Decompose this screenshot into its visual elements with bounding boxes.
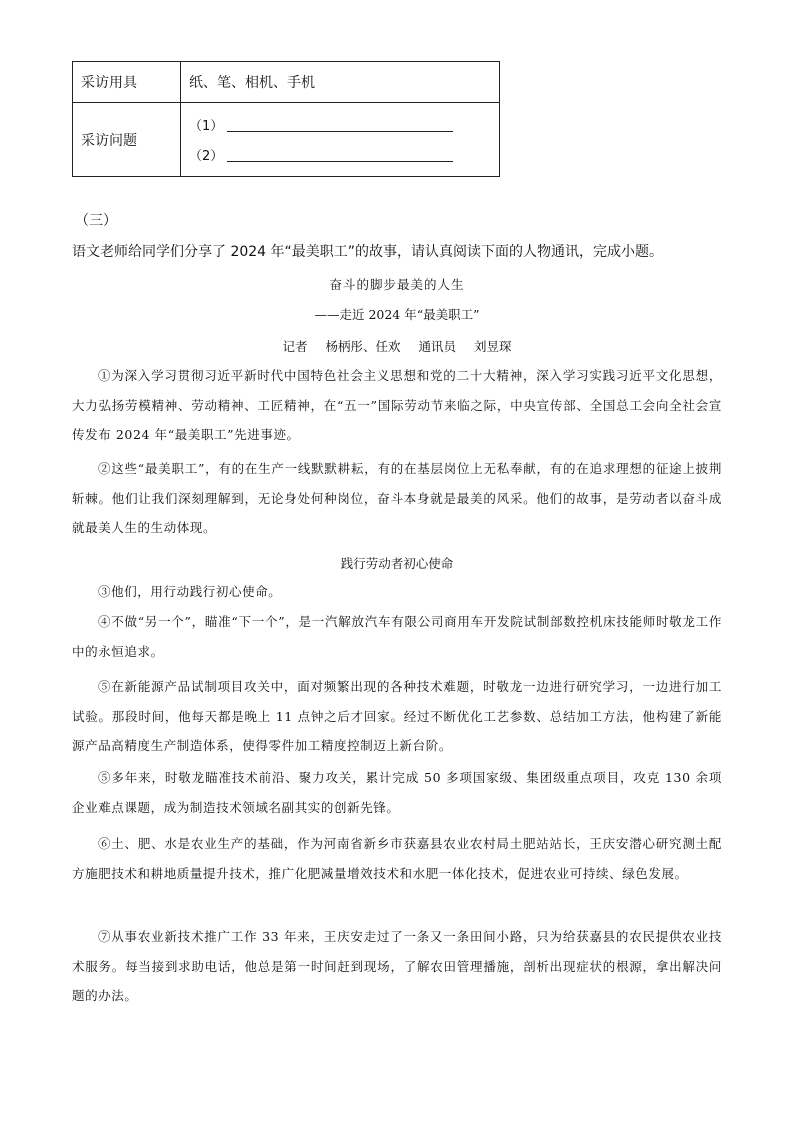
table-cell-value: 纸、笔、相机、手机 xyxy=(181,62,500,103)
article-title: 奋斗的脚步最美的人生 xyxy=(329,277,465,292)
byline-correspondent: 刘昱琛 xyxy=(473,339,512,354)
table-row xyxy=(73,62,500,103)
table-cell-questions xyxy=(181,103,500,177)
question-line-1 xyxy=(189,110,491,140)
answer-blank[interactable] xyxy=(227,147,453,162)
question-number: （1） xyxy=(189,119,224,134)
paragraph-2: ②这些“最美职工”，有的在生产一线默默耕耘，有的在基层岗位上无私奉献，有的在追求理想的征途上披荆斩棘。他们让我们深刻理解到，无论身处何种岗位，奋斗本身就是最美的风采。他们的故事，是劳动者以奋斗成就最美人生的生动体现。 xyxy=(72,461,722,535)
paragraph-4: ④不做“另一个”，瞄准“下一个”，是一汽解放汽车有限公司商用车开发院试制部数控机床技能师时敬龙工作中的永恒追求。 xyxy=(72,614,722,659)
paragraph-6: ⑤多年来，时敬龙瞄准技术前沿、聚力攻关，累计完成 50 多项国家级、集团级重点项目，攻克 130 余项企业难点课题，成为制造技术领域名副其实的创新先锋。 xyxy=(72,770,722,815)
interview-plan-table xyxy=(72,61,500,177)
question-line-2 xyxy=(189,140,491,170)
article-byline xyxy=(72,337,722,355)
table-cell-label: 采访用具 xyxy=(73,62,181,103)
paragraph-5: ⑤在新能源产品试制项目攻关中，面对频繁出现的各种技术难题，时敬龙一边进行研究学习，一边进行加工试验。那段时间，他每天都是晚上 11 点钟之后才回家。经过不断优化工艺参数、总结加工方法，他构建了新能源产品高精度生产制造体系，使得零件加工精度控制迈上新台阶。 xyxy=(72,679,722,753)
paragraph-3: ③他们，用行动践行初心使命。 xyxy=(98,584,282,599)
paragraph-8: ⑦从事农业新技术推广工作 33 年来，王庆安走过了一条又一条田间小路，只为给获嘉县的农民提供农业技术服务。每当接到求助电话，他总是第一时间赶到现场，了解农田管理播施，剖析出现症状的根源，拿出解决问题的办法。 xyxy=(72,929,722,1003)
table-row xyxy=(73,103,500,177)
section-number: （三） xyxy=(75,213,117,229)
answer-blank[interactable] xyxy=(227,117,453,132)
table-cell-label: 采访问题 xyxy=(73,103,181,177)
intro-text: 语文老师给同学们分享了 2024 年“最美职工”的故事，请认真阅读下面的人物通讯，完成小题。 xyxy=(72,244,664,260)
question-number: （2） xyxy=(189,149,224,164)
byline-reporters: 杨柄彤、任欢 xyxy=(325,339,401,354)
byline-correspondent-label: 通讯员 xyxy=(418,339,456,354)
article-subtitle: ——走近 2024 年“最美职工” xyxy=(314,307,480,322)
paragraph-1: ①为深入学习贯彻习近平新时代中国特色社会主义思想和党的二十大精神，深入学习实践习近平文化思想，大力弘扬劳模精神、劳动精神、工匠精神，在“五一”国际劳动节来临之际，中央宣传部、全国总工会向全社会宣传发布 2024 年“最美职工”先进事迹。 xyxy=(72,368,722,442)
paragraph-7: ⑥土、肥、水是农业生产的基础，作为河南省新乡市获嘉县农业农村局土肥站站长，王庆安潜心研究测土配方施肥技术和耕地质量提升技术，推广化肥减量增效技术和水肥一体化技术，促进农业可持续、绿色发展。 xyxy=(72,836,722,881)
article-subheading: 践行劳动者初心使命 xyxy=(340,556,454,571)
byline-reporter-label: 记者 xyxy=(282,339,308,354)
